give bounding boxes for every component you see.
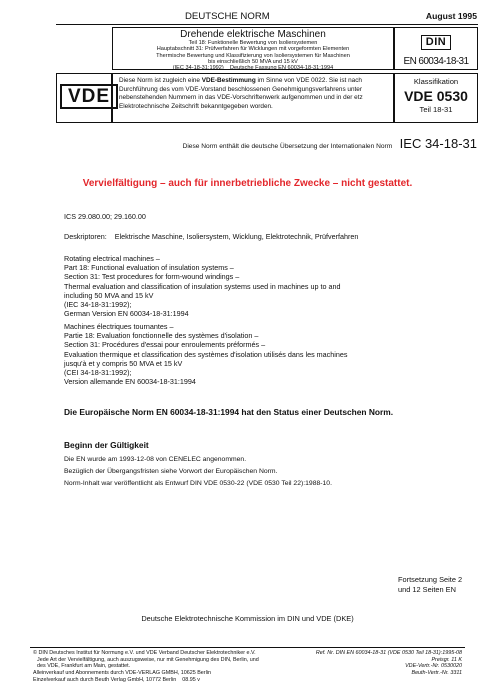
footer-left-line-3: des VDE, Frankfurt am Main, gestattet. (37, 663, 131, 670)
vde-note-box (112, 73, 394, 123)
title-subline-5: (IEC 34-18-31:1992) Deutsche Fassung EN 60034-18-31:1994 (172, 65, 334, 72)
french-line-3: Section 31: Procédures d'essai pour enroulements préformés – (64, 340, 266, 350)
commission-name: Deutsche Elektrotechnische Kommission im DIN und VDE (DKE) (141, 614, 354, 623)
footer-copyright (33, 650, 259, 684)
vde-logo-box (56, 73, 112, 123)
classification-label: Klassifikation (413, 77, 459, 86)
title-subline-2: Hauptabschnitt 31: Prüfverfahren für Wicklungen mit vorgeformten Elementen (156, 46, 350, 53)
vde-note-text-1: Diese Norm ist zugleich eine (119, 77, 202, 84)
validity-line-1: Die EN wurde am 1993-12-08 von CENELEC angenommen. (64, 456, 247, 463)
ics-codes: ICS 29.080.00; 29.160.00 (64, 212, 146, 221)
document-title: Drehende elektrische Maschinen (180, 29, 326, 40)
footer-beuth-sales-number: Beuth-Vertr.-Nr. 3311 (411, 670, 462, 677)
french-line-2: Partie 18: Evaluation fonctionnelle des systèmes d'isolation – (64, 331, 259, 341)
descriptors-label: Deskriptoren: (64, 232, 107, 241)
reproduction-warning: Vervielfältigung – auch für innerbetriebliche Zwecke – nicht gestattet. (82, 178, 413, 189)
title-subline-4: bis einschließlich 50 MVA und 15 kV (208, 58, 298, 65)
status-statement: Die Europäische Norm EN 60034-18-31:1994 hat den Status einer Deutschen Norm. (64, 407, 394, 417)
continuation-line-1: Fortsetzung Seite 2 (398, 575, 463, 584)
descriptors (64, 232, 358, 241)
footer-reference (316, 650, 462, 677)
validity-line-3: Norm-Inhalt war veröffentlicht als Entwurf DIN VDE 0530-22 (VDE 0530 Teil 22):1988-10. (64, 480, 332, 488)
title-subline-3: Thermische Bewertung und Klassifizierung von Isoliersystemen für Maschinen (156, 52, 350, 59)
english-line-2: Part 18: Functional evaluation of insulation systems – (64, 263, 234, 273)
classification-number: VDE 0530 (404, 88, 468, 104)
english-line-7: German Version EN 60034-18-31:1994 (64, 309, 189, 319)
french-line-5: jusqu'à et y compris 50 MVA et 15 kV (64, 358, 183, 368)
continuation-note (398, 575, 462, 596)
title-block (112, 27, 394, 70)
footer-left-line-1: © DIN Deutsches Institut für Normung e.V. und VDE Verband Deutscher Elektrotechniker e.V. (33, 650, 256, 656)
footer-left-line-2: Jede Art der Vervielfältigung, auch auszugsweise, nur mit Genehmigung des DIN, Berlin, und (37, 656, 259, 663)
title-subline-1: Teil 18: Funktionelle Bewertung von Isoliersystemen (188, 40, 318, 46)
english-line-3: Section 31: Test procedures for form-wound windings – (64, 272, 240, 282)
norm-type-label: DEUTSCHE NORM (185, 11, 270, 22)
footer-vde-sales-number: VDE-Vertr.-Nr. 0530020 (405, 663, 462, 670)
validity-line-2: Bezüglich der Übergangsfristen siehe Vorwort der Europäischen Norm. (64, 468, 278, 476)
continuation-line-2: und 12 Seiten EN (398, 585, 456, 595)
iec-translation-text: Diese Norm enthält die deutsche Übersetzung der Internationalen Norm (182, 143, 393, 150)
vde-logo: VDE (60, 84, 118, 109)
english-line-6: (IEC 34-18-31:1992); (64, 300, 132, 310)
footer-price-group: Preisgr. 11 K (431, 656, 462, 663)
french-line-1: Machines électriques tournantes – (64, 322, 174, 331)
validity-lines (64, 454, 332, 491)
french-line-7: Version allemande EN 60034-18-31:1994 (64, 377, 196, 387)
english-line-4: Thermal evaluation and classification of insulation systems used in machines up to and (64, 281, 341, 291)
french-line-6: (CEI 34-18-31:1992); (64, 368, 132, 378)
din-box (394, 27, 478, 70)
french-title-block (64, 322, 347, 386)
din-logo: DIN (421, 35, 451, 50)
vde-note-text-2: im Sinne von VDE 0022. Sie ist nach Durchführung des vom VDE-Vorstand beschlossenen Genehmigungsverfahrens unter nebenstehenden Nummern in das VDE-Vorschriftenwerk aufgenommen und in der etz Elektrotechnische Zeitschrift bekanntgegeben worden. (119, 77, 363, 110)
publication-date: August 1995 (425, 11, 477, 21)
iec-translation-note (183, 135, 477, 153)
french-line-4: Evaluation thermique et classification des systèmes d'isolation utilisés dans les machines (64, 349, 348, 359)
din-standard-number: EN 60034-18-31 (403, 56, 469, 67)
english-line-5: including 50 MVA and 15 kV (64, 290, 154, 300)
validity-heading: Beginn der Gültigkeit (64, 440, 149, 450)
footer-ref-number: Ref. Nr. DIN EN 60034-18-31 (VDE 0530 Teil 18-31):1995-08 (315, 650, 462, 656)
footer-rule (30, 647, 465, 648)
classification-box (394, 73, 478, 123)
classification-part: Teil 18-31 (419, 105, 453, 114)
iec-standard-number: IEC 34-18-31 (399, 136, 477, 151)
footer-left-line-4: Alleinverkauf und Abonnements durch VDE-VERLAG GMBH, 10625 Berlin (33, 670, 211, 677)
english-title-block (64, 254, 340, 318)
footer-left-line-5: Einzelverkauf auch durch Beuth Verlag GmbH, 10772 Berlin 08.95 v (33, 676, 200, 683)
header-rule (56, 24, 478, 25)
vde-note (119, 77, 387, 111)
descriptors-value: Elektrische Maschine, Isoliersystem, Wicklung, Elektrotechnik, Prüfverfahren (114, 232, 359, 241)
vde-note-emphasis: VDE-Bestimmung (201, 77, 256, 84)
english-line-1: Rotating electrical machines – (64, 254, 160, 263)
